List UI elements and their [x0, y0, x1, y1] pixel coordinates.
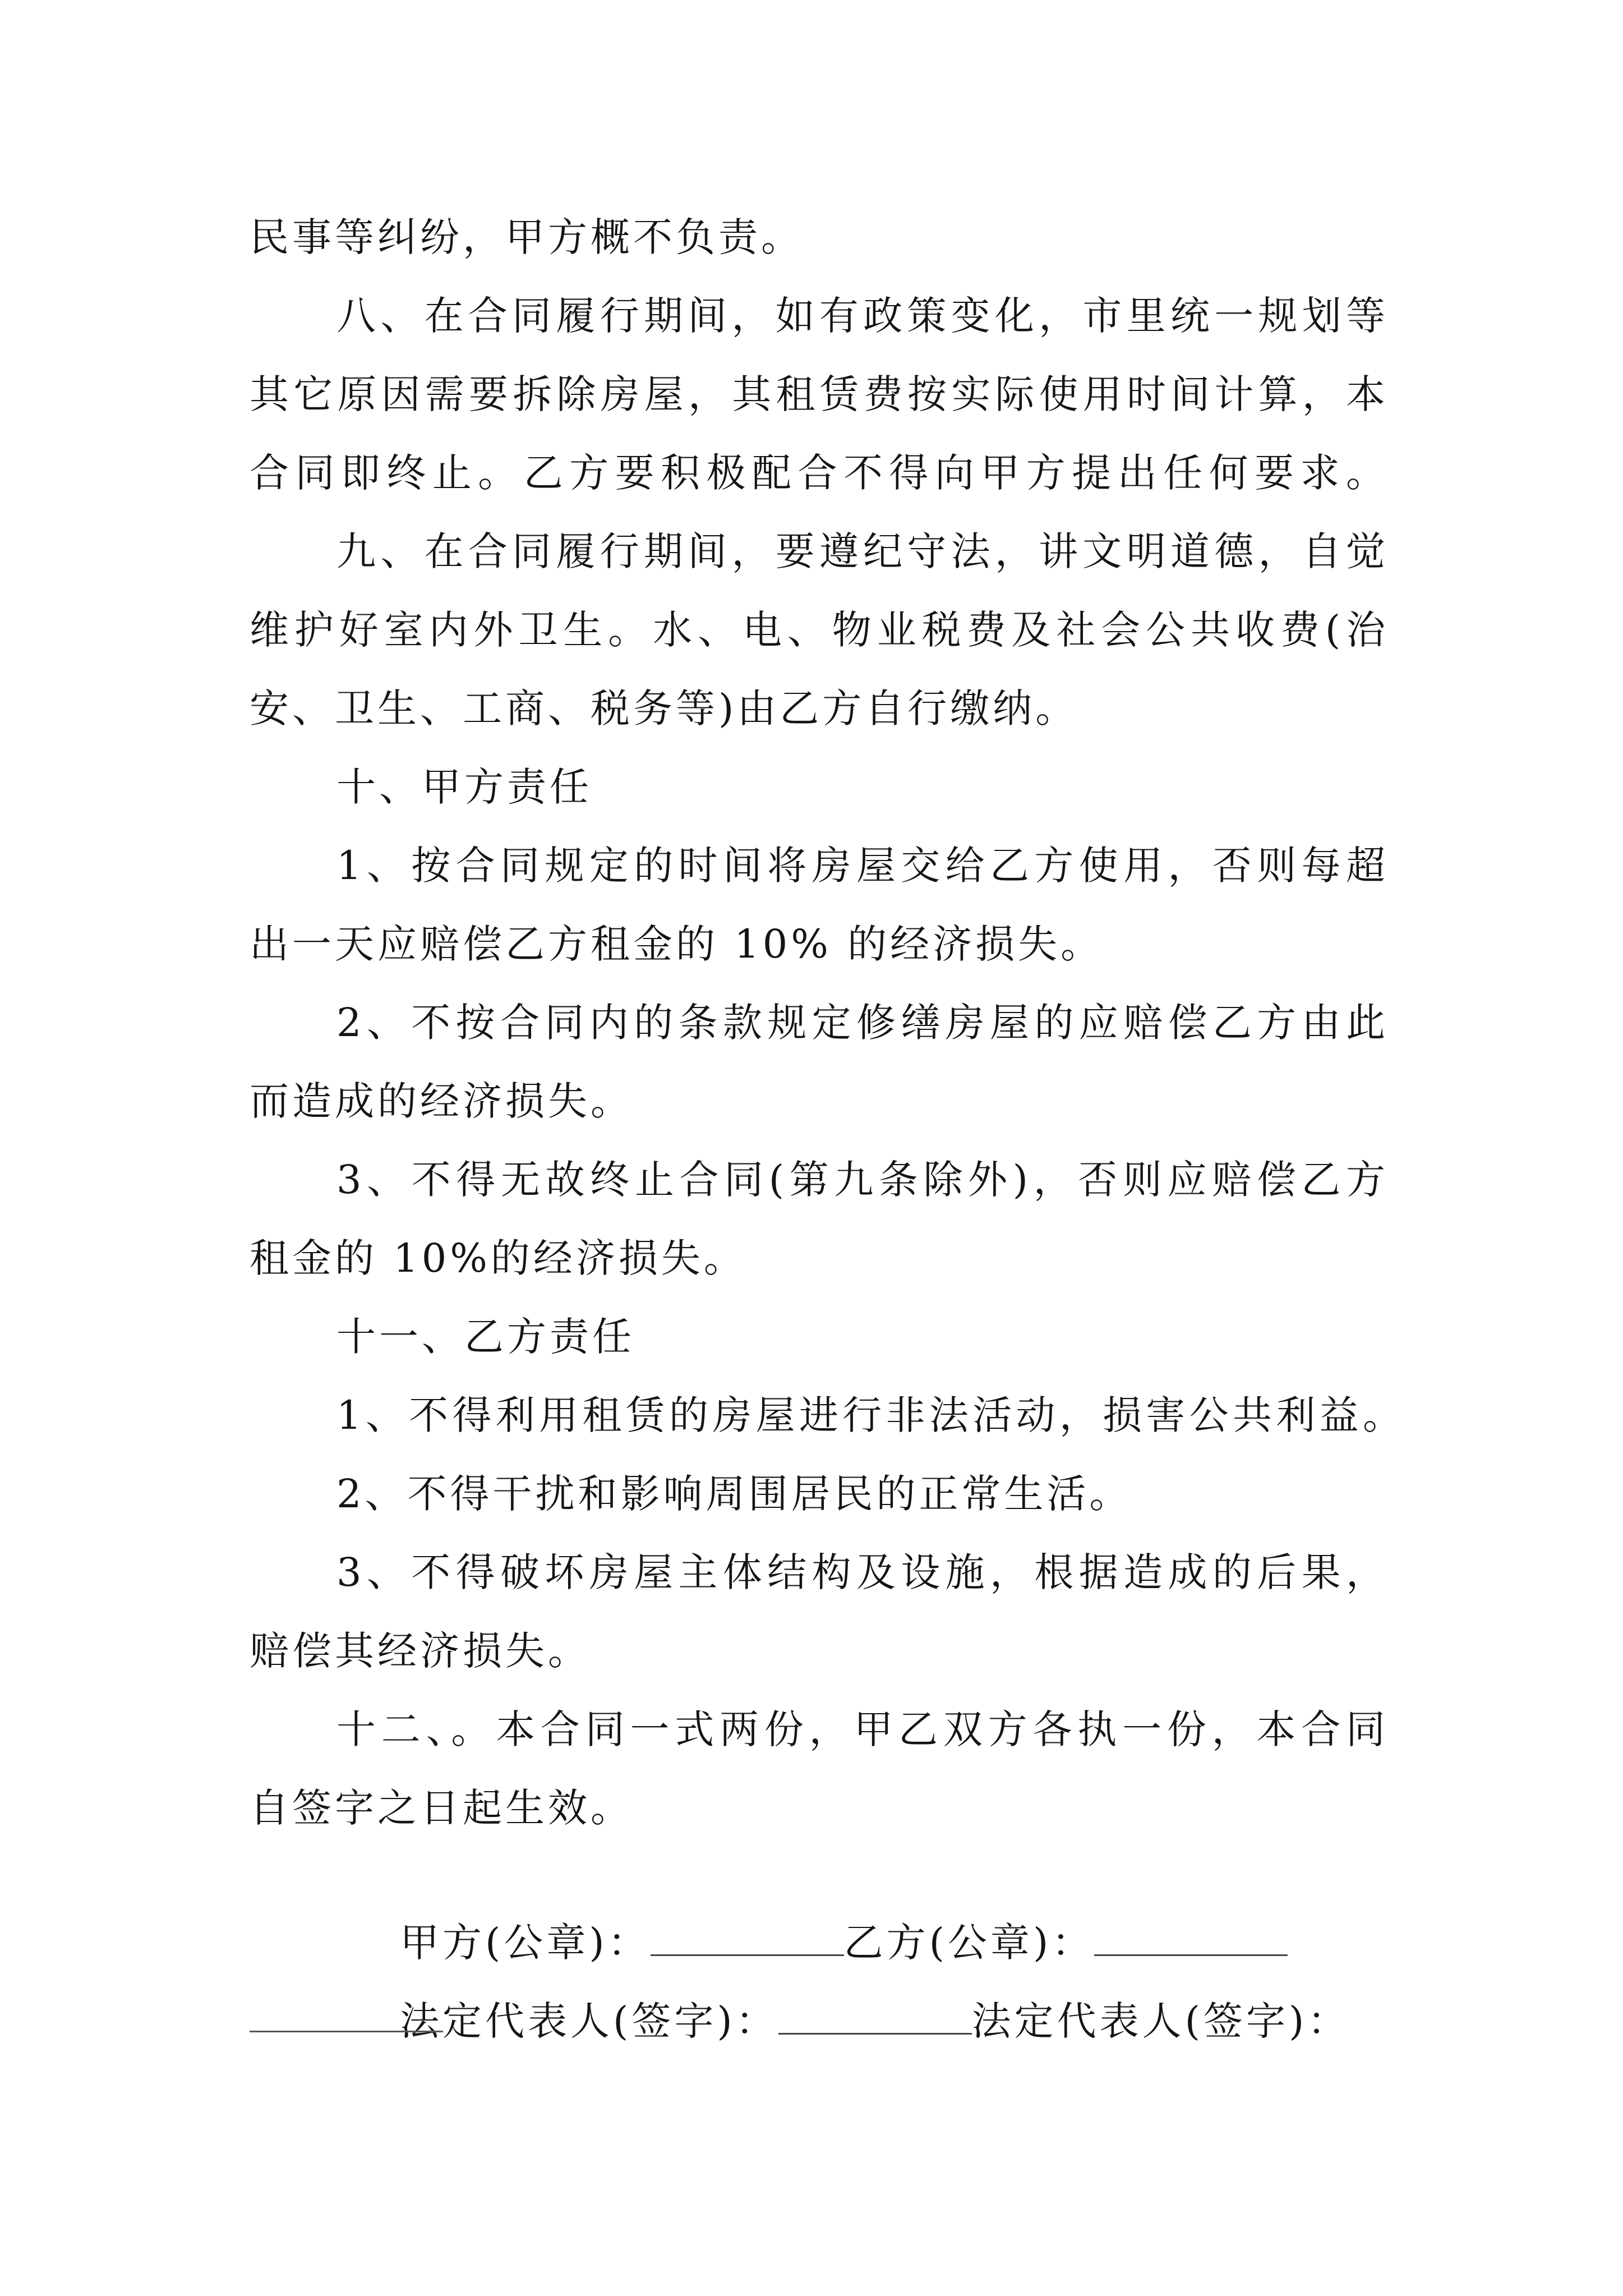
section-heading-party-a: 十、甲方责任 — [336, 764, 592, 810]
clause-8-line-3: 合同即终止。乙方要积极配合不得向甲方提出任何要求。 — [250, 450, 1385, 496]
party-b-item-2: 2、不得干扰和影响周围居民的正常生活。 — [336, 1471, 1132, 1517]
party-a-item-3-line-1: 3、不得无故终止合同(第九条除外)，否则应赔偿乙方 — [336, 1157, 1385, 1203]
party-b-item-1: 1、不得利用租赁的房屋进行非法活动，损害公共利益。 — [336, 1392, 1402, 1438]
clause-9-line-3: 安、卫生、工商、税务等)由乙方自行缴纳。 — [250, 685, 1078, 731]
party-a-item-2-line-1: 2、不按合同内的条款规定修缮房屋的应赔偿乙方由此 — [336, 1000, 1385, 1046]
clause-9-line-2: 维护好室内外卫生。水、电、物业税费及社会公共收费(治 — [250, 607, 1385, 653]
clause-9-line-1: 九、在合同履行期间，要遵纪守法，讲文明道德，自觉 — [336, 528, 1385, 574]
party-b-seal-label: 乙方(公章)： — [843, 1920, 1095, 1966]
party-a-item-3-line-2: 租金的 10%的经济损失。 — [250, 1235, 746, 1281]
rep-b-label: 法定代表人(签字)： — [971, 1998, 1350, 2044]
section-heading-party-b: 十一、乙方责任 — [336, 1314, 635, 1360]
party-b-item-3-line-2: 赔偿其经济损失。 — [250, 1628, 591, 1674]
party-a-item-1-line-2: 出一天应赔偿乙方租金的 10% 的经济损失。 — [250, 921, 1104, 967]
clause-12-line-2: 自签字之日起生效。 — [250, 1785, 633, 1831]
clause-12-line-1: 十二、。本合同一式两份，甲乙双方各执一份，本合同 — [336, 1706, 1385, 1752]
text-line: 民事等纠纷，甲方概不负责。 — [250, 214, 804, 260]
party-a-item-1-line-1: 1、按合同规定的时间将房屋交给乙方使用，否则每超 — [336, 843, 1385, 889]
clause-8-line-2: 其它原因需要拆除房屋，其租赁费按实际使用时间计算，本 — [250, 371, 1385, 417]
clause-8-line-1: 八、在合同履行期间，如有政策变化，市里统一规划等 — [336, 293, 1385, 339]
party-a-seal-label: 甲方(公章)： — [400, 1920, 651, 1966]
party-b-item-3-line-1: 3、不得破坏房屋主体结构及设施，根据造成的后果， — [336, 1549, 1385, 1595]
representative-row — [336, 1937, 1350, 2105]
rep-b-signature-blank — [250, 2031, 443, 2032]
party-a-item-2-line-2: 而造成的经济损失。 — [250, 1078, 633, 1124]
rep-a-label: 法定代表人(签字)： — [400, 1998, 778, 2044]
rep-a-blank — [778, 1994, 972, 2035]
